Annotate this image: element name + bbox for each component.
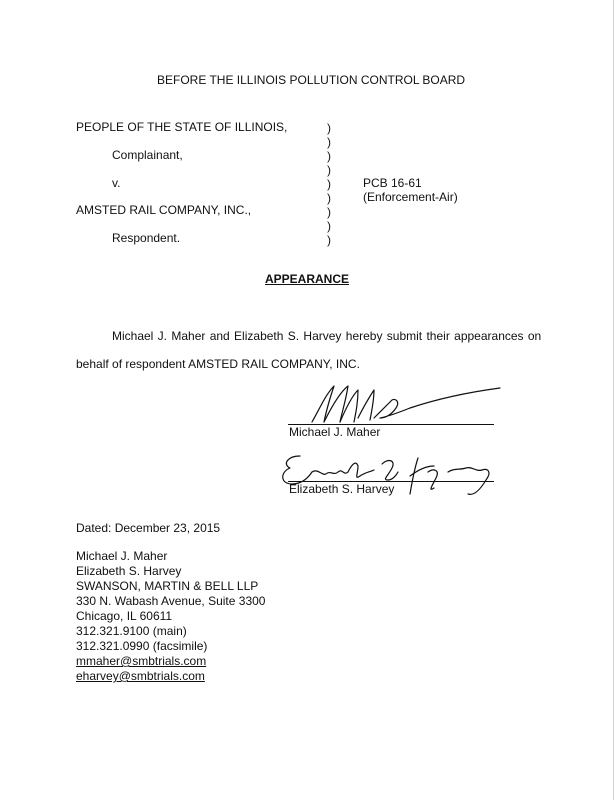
caption-paren: ) [327,191,331,205]
defendant-name: AMSTED RAIL COMPANY, INC., [76,203,252,217]
contact-name-2: Elizabeth S. Harvey [76,564,182,578]
body-line-1: Michael J. Maher and Elizabeth S. Harvey hereby submit their appearances on [112,329,542,343]
board-heading: BEFORE THE ILLINOIS POLLUTION CONTROL BOARD [157,73,466,87]
phone-fax: 312.321.0990 (facsimile) [76,639,208,653]
caption-paren: ) [327,205,331,219]
case-number: PCB 16-61 [363,176,422,190]
firm-address: 330 N. Wabash Avenue, Suite 3300 [76,594,266,608]
first-signatory-name: Michael J. Maher [289,425,381,439]
document-title: APPEARANCE [265,272,350,286]
email-link-maher[interactable]: mmaher@smbtrials.com [76,654,207,668]
caption-paren: ) [327,219,331,233]
firm-city: Chicago, IL 60611 [76,609,173,623]
caption-paren: ) [327,163,331,177]
maher-signature [300,378,520,428]
caption-paren: ) [327,135,331,149]
phone-main: 312.321.9100 (main) [76,624,187,638]
firm-name: SWANSON, MARTIN & BELL LLP [76,579,259,593]
second-signatory-name: Elizabeth S. Harvey [289,482,395,496]
body-line-2: behalf of respondent AMSTED RAIL COMPANY, INC. [76,357,360,371]
caption-paren: ) [327,177,331,191]
plaintiff-role: Complainant, [112,148,183,162]
caption-paren: ) [327,149,331,163]
case-type: (Enforcement-Air) [363,190,458,204]
email-link-harvey[interactable]: eharvey@smbtrials.com [76,669,205,683]
caption-paren: ) [327,233,331,247]
caption-paren: ) [327,121,331,135]
plaintiff-name: PEOPLE OF THE STATE OF ILLINOIS, [76,120,288,134]
date-line: Dated: December 23, 2015 [76,521,221,535]
contact-name-1: Michael J. Maher [76,549,168,563]
harvey-signature [278,450,508,505]
defendant-role: Respondent. [112,231,181,245]
versus-label: v. [112,176,121,190]
